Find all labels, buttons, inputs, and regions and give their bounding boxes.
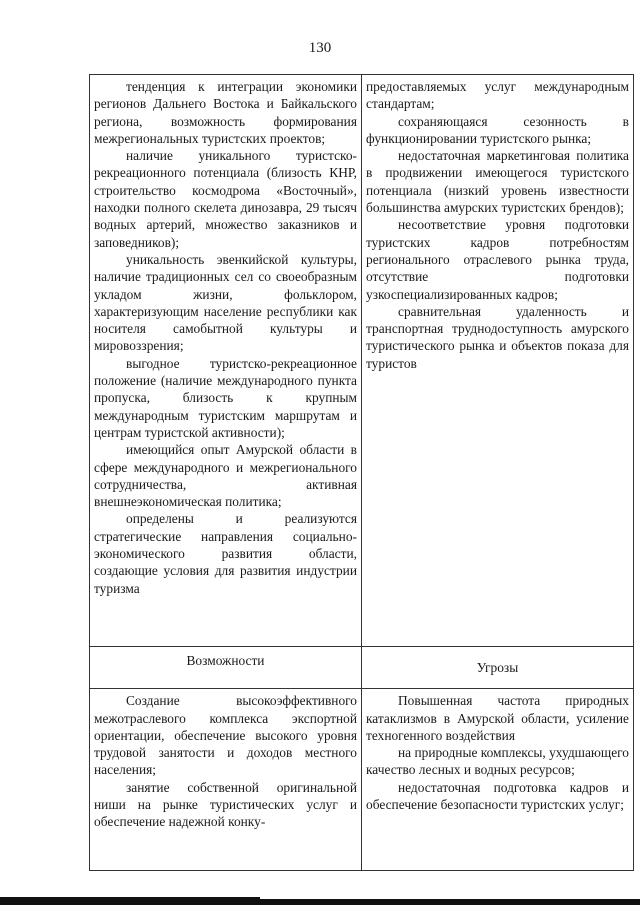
threat-item: на природные комплексы, ухудшающего качество лесных и водных ресурсов; [366, 745, 630, 778]
strength-item: выгодное туристско-рекреационное положение (наличие международного пункта пропуска, близость к крупным международным туристским маршрутам и центрам туристской активности); [94, 355, 357, 440]
threat-item: Повышенная частота природных катаклизмов в Амурской области, усиление техногенного воздействия [366, 693, 629, 743]
threats-cell [362, 689, 634, 871]
weakness-item: сравнительная удаленность и транспортная труднодоступность амурского туристического рынка и объектов показа для туристов [366, 303, 629, 371]
strength-item: уникальность эвенкийской культуры, наличие традиционных сел со своеобразным укладом жизни, фольклором, характеризующим население республики как носителя самобытной культуры и мировоззрения; [94, 251, 357, 354]
weakness-item: недостаточная маркетинговая политика в продвижении имеющегося туристского потенциала (низкий уровень известности большинства амурских туристских брендов); [366, 148, 629, 216]
opportunity-item: Создание высокоэффективного межотраслевого комплекса экспортной ориентации, обеспечение высокого уровня трудовой занятости и доходов местного населения; [94, 693, 357, 778]
strength-item: имеющийся опыт Амурской области в сфере международного и межрегионального сотрудничества, активная внешнеэкономическая политика; [94, 442, 357, 510]
threat-item: недостаточная подготовка кадров и обеспечение безопасности туристских услуг; [366, 779, 629, 813]
opportunities-header: Возможности [90, 647, 362, 689]
table-row-opportunities-threats [90, 689, 634, 871]
table-row-strengths-weaknesses [90, 75, 634, 647]
scan-edge-bottom-left [0, 897, 260, 905]
weakness-item: сохраняющаяся сезонность в функционировании туристского рынка; [366, 113, 629, 146]
strength-item: наличие уникального туристско-рекреационного потенциала (близость КНР, строительство космодрома «Восточный», находки полного скелета динозавра, 29 тысяч водных артерий, множество заказников и заповедников); [94, 148, 357, 250]
swot-table [89, 74, 634, 871]
strengths-cell [90, 75, 362, 647]
weakness-item: несоответствие уровня подготовки туристских кадров потребностям регионального отраслевого рынка труда, отсутствие подготовки узкоспециализированных кадров; [366, 217, 629, 302]
threats-header: Угрозы [362, 647, 634, 689]
weakness-item: предоставляемых услуг международным стандартам; [366, 79, 629, 112]
opportunity-item: занятие собственной оригинальной ниши на рынке туристических услуг и обеспечение надежной конку- [94, 779, 357, 830]
weaknesses-cell [362, 75, 634, 647]
strength-item: тенденция к интеграции экономики регионов Дальнего Востока и Байкальского региона, возможность формирования межрегиональных туристских проектов; [94, 79, 357, 146]
opportunities-cell [90, 689, 362, 871]
table-row-headers [90, 647, 634, 689]
page-number: 130 [308, 40, 332, 56]
strength-item: определены и реализуются стратегические направления социально-экономического развития области, создающие условия для развития индустрии туризма [94, 511, 357, 596]
